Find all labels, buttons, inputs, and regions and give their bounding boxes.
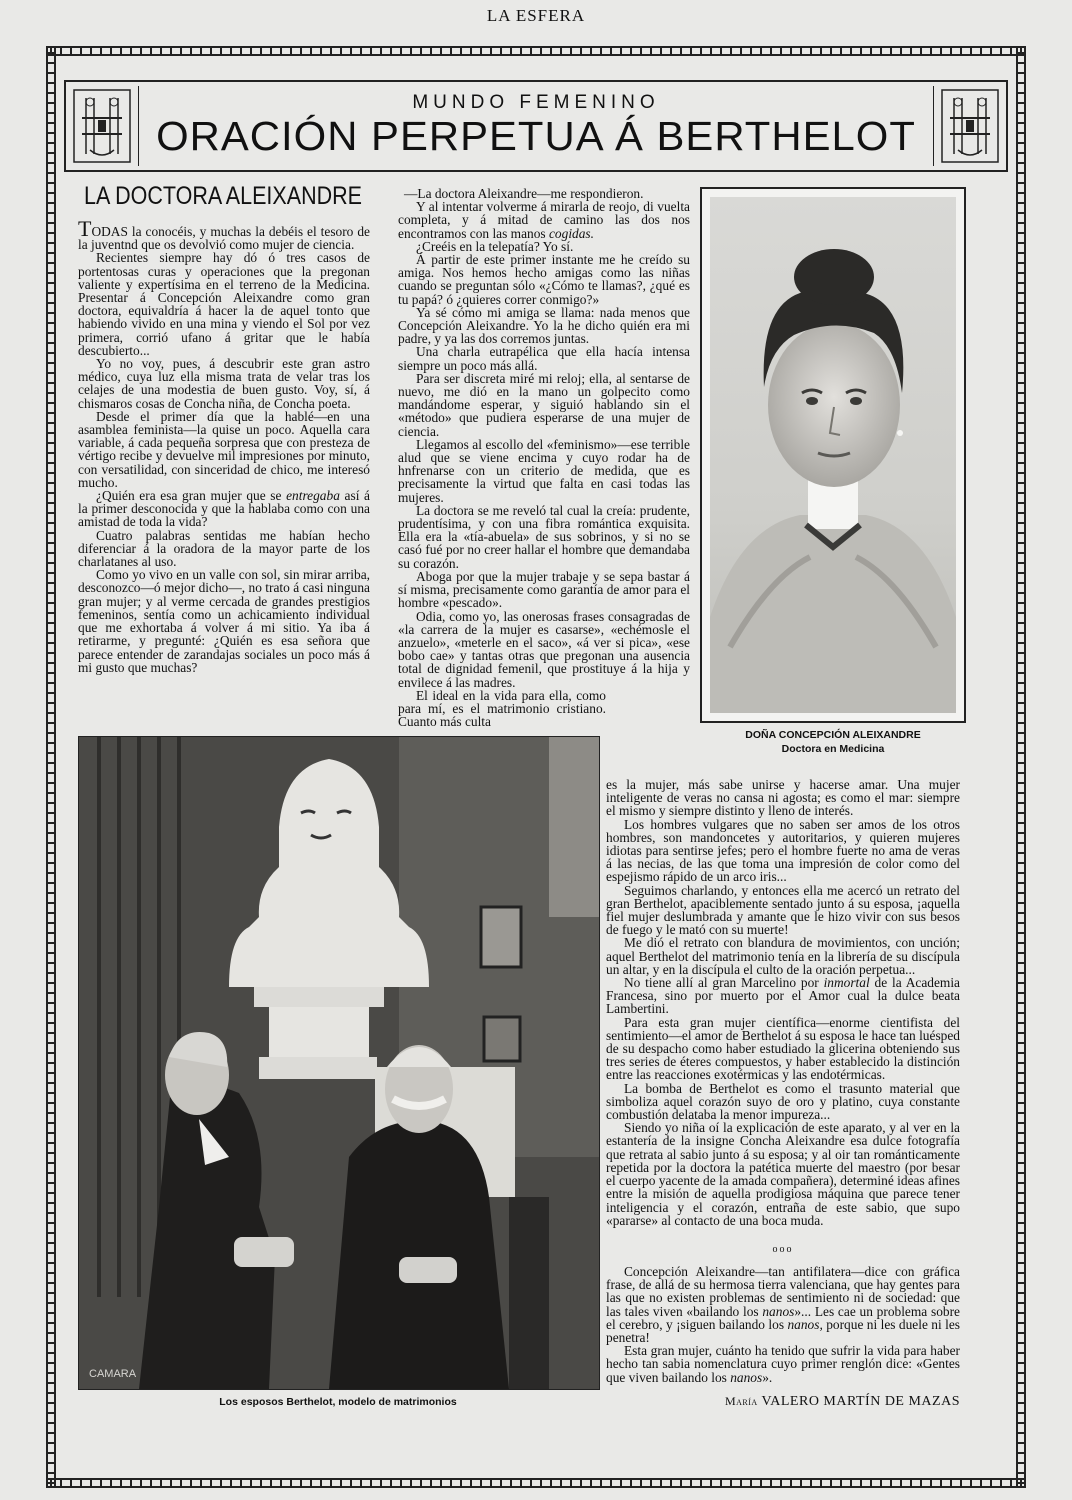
paragraph: Recientes siempre hay dó ó tres casos de portentosas curas y operaciones que la pregonan valiente y expertísima en el terreno de la Medicina. Presentar á Concepción Aleixandre como gran doctora, equivaldría á hacer la de aquel tonto que habiendo vivido en una mina y viendo el Sol por vez primera, corrió ufano á gritar que le había descubierto... xyxy=(78,250,370,358)
border-right xyxy=(1016,46,1026,1488)
subheading: LA DOCTORA ALEIXANDRE xyxy=(84,182,363,210)
portrait-illustration xyxy=(710,197,956,713)
paragraph: Para ser discreta miré mi reloj; ella, al sentarse de nuevo, me dió en la mano un golpecito como mandándome esperar, y siguió hablando sin el «método» que pudiera esperarse de una mujer de ciencia. xyxy=(398,370,690,439)
paragraph xyxy=(606,1265,960,1344)
italic-word: nanos xyxy=(762,1303,795,1319)
paragraph-text: No tiene allí al gran Marcelino por xyxy=(624,975,824,991)
paragraph: es la mujer, más sabe unirse y hacerse amar. Una mujer inteligente de veras no cansa ni agosta; es como el mar: siempre el mismo y siempre distinto y lleno de interés. xyxy=(606,777,960,819)
paragraph: Siendo yo niña oí la explicación de este aparato, y al ver en la estantería de la insigne Concha Aleixandre esa dulce fotografía que retrata al sabio junto á su esposa; y al oir tan románticamente repetida por la doctora la patética muerte del maestro (por besar el cuerpo yacente de la amada compañera), determiné ideas afines entre la misión de aquella prodigiosa máquina que parece tener inteligencia y el corazón, entraña de este sabio, que supo «pararse» al contacto de una boca muda. xyxy=(606,1120,960,1228)
berthelot-photo-illustration xyxy=(79,737,599,1389)
author-first-name: María xyxy=(724,1394,758,1408)
author-signature xyxy=(606,1394,960,1410)
column-1 xyxy=(78,216,370,675)
italic-word: nanos, xyxy=(787,1316,823,1332)
paragraph-text: de la Academia Francesa, sino por muerto por el Amor cual la dulce beata Lambertini. xyxy=(606,975,960,1017)
paragraph: ¿Creéis en la telepatía? Yo sí. xyxy=(416,238,574,254)
portrait-caption-role: Doctora en Medicina xyxy=(781,743,885,755)
paragraph: Yo no voy, pues, á descubrir este gran astro médico, cuya luz ella misma trata de velar tras los celajes de una modestia de buen gusto. Voy, sí, á chismaros cosas de Concha niña, de Concha poeta. xyxy=(78,356,370,411)
paragraph: —La doctora Aleixandre—me respondieron. xyxy=(404,186,644,201)
paragraph: Á partir de este primer instante me he creído su amiga. Nos hemos hecho amigas como las niñas cuando se preguntan sólo «¿Cómo te llamas?, ¿qué es tu papá? ó ¿quieres correr conmigo?» xyxy=(398,252,690,307)
art-nouveau-ornament-left xyxy=(72,88,132,164)
berthelot-photo xyxy=(78,736,600,1390)
column-3-closing xyxy=(606,1265,960,1384)
author-surname: VALERO MARTÍN DE MAZAS xyxy=(761,1394,960,1409)
paragraph: Ya sé cómo mi amiga se llama: nada menos que Concepción Aleixandre. Yo la he dicho quién era mi padre, y ya las dos corremos juntas. xyxy=(398,304,690,347)
column-3 xyxy=(606,778,960,1227)
paragraph-text: Esta gran mujer, cuánto ha tenido que sufrir la vida para haber hecho tan sabia nomenclatura cuyo primer renglón dice: «Gentes que viven bailando los xyxy=(606,1343,960,1385)
small-caps-lead: ODAS xyxy=(91,224,128,239)
paragraph-text: la conocéis, y muchas la debéis el tesoro de la juventnd que os devolvió como mujer de ciencia. xyxy=(78,224,370,253)
paragraph xyxy=(78,216,370,253)
paragraph: Me dió el retrato con blandura de movimientos, con unción; aquel Berthelot del matrimonio tenía en la librería de su discípula un altar, y en la discípula el culto de la oración perpetua... xyxy=(606,935,960,977)
column-2 xyxy=(398,187,690,728)
paragraph xyxy=(78,489,370,529)
paragraph: El ideal en la vida para ella, como para mí, es el matrimonio cristiano. Cuanto más culta xyxy=(398,687,606,730)
paragraph: La bomba de Berthelot es como el trasunto material que simboliza aquel corazón suyo de oro y platino, cuya constante combustión delataba la menor impureza... xyxy=(606,1080,960,1123)
portrait-caption xyxy=(700,728,966,756)
paragraph: Aboga por que la mujer trabaje y se sepa bastar á sí misma, precisamente como garantía de amor para el hombre «pescado». xyxy=(398,568,690,611)
title-box xyxy=(64,80,1008,172)
paragraph xyxy=(398,200,690,240)
drop-cap: T xyxy=(78,216,92,241)
portrait-caption-name: DOÑA CONCEPCIÓN ALEIXANDRE xyxy=(745,729,921,741)
portrait-frame xyxy=(700,187,966,723)
paragraph: Desde el primer día que la hablé—en una asamblea feminista—la quise un poco. Aquella cara variable, á cada pequeña sorpresa que con presteza de vértigo recibe y devuelve mil impresiones por minuto, con versatilidad, con sinceridad de chico, me interesó mucho. xyxy=(78,408,370,490)
photo-caption: Los esposos Berthelot, modelo de matrimonios xyxy=(219,1396,457,1408)
portrait-photo xyxy=(710,197,956,713)
paragraph-text: así á la primer desconocida y que la hablaba como con una amistad de toda la vida? xyxy=(78,488,370,530)
italic-word: inmortal xyxy=(823,975,870,991)
paragraph: Como yo vivo en un valle con sol, sin mirar arriba, desconozco—ó mejor dicho—, no trato á casi ninguna gran mujer; y al verme cercada de grandes prestigios femeninos, sentía como un achicamiento individual que me exhortaba á volver á mi sitio. Ya iba á retirarme, y pregunté: ¿Quién es esa señora que parece entender de zarandajas sociales un poco más á mi gusto que muchas? xyxy=(78,567,370,675)
paragraph: Los hombres vulgares que no saben ser amos de los otros hombres, son mandoncetes y autoritarios, y quieren mujeres idiotas para sentirse jefes; pero el hombre fuerte no ama de veras á las necias, de las que toma una impresión de color como del espejismo rápido de un arco iris... xyxy=(606,816,960,885)
photo-credit: CAMARA xyxy=(89,1368,137,1380)
masthead: LA ESFERA xyxy=(486,6,586,25)
border-top xyxy=(46,46,1026,56)
paragraph: Para esta gran mujer científica—enorme cientifista del sentimiento—el amor de Berthelot á su esposa le hace tan luésped de su despacho como haber estudiado la glicerina obteniendo sus tres series de éteres compuestos, y haber establecido la distinción entre las reacciones exotérmicas y las endotérmicas. xyxy=(606,1014,960,1083)
article-title: ORACIÓN PERPETUA Á BERTHELOT xyxy=(156,113,916,159)
paragraph-text: ¿Quién era esa gran mujer que se xyxy=(96,488,287,504)
paragraph xyxy=(606,1344,960,1384)
italic-word: entregaba xyxy=(286,488,340,504)
paragraph-text: ». xyxy=(762,1369,773,1385)
paragraph xyxy=(606,976,960,1016)
section-divider: ooo xyxy=(772,1244,794,1255)
paragraph-text: »... Les cae un problema sobre el cerebro, y ¡siguen bailando los xyxy=(606,1303,960,1332)
paragraph: Seguimos charlando, y entonces ella me acercó un retrato del gran Berthelot, apaciblemente sentado junto á su esposa, ¡aquella fiel mujer deslumbrada y amante que le hizo vivir con sus besos de fuego y le mató con su muerte! xyxy=(606,882,960,938)
art-nouveau-ornament-right xyxy=(940,88,1000,164)
title-inner xyxy=(138,86,934,166)
border-left xyxy=(46,46,56,1488)
paragraph: Llegamos al escollo del «feminismo»—ese terrible alud que se viene encima y cuyo rodar ha de hnfrenarse con un criterio de medida, que es precisamente la virtud que falta en casi todas las mujeres. xyxy=(398,436,690,505)
paragraph-text: Y al intentar volverme á mirarla de reojo, di vuelta completa, y á mitad de camino las dos nos encontramos con las manos xyxy=(398,199,690,241)
section-label: MUNDO FEMENINO xyxy=(412,92,660,113)
paragraph-text: Concepción Aleixandre—tan antifilatera—dice con gráfica frase, de allá de su hermosa tierra valenciana, que hay gentes para las que no existen problemas de sentimiento ni de sociedad: que las tales viven «bailando los xyxy=(606,1264,960,1319)
italic-word: nanos xyxy=(730,1369,763,1385)
border-bottom xyxy=(46,1478,1026,1488)
paragraph: Cuatro palabras sentidas me habían hecho diferenciar á la oradora de la mayor parte de los charlatanes al uso. xyxy=(78,527,370,570)
italic-word: cogidas. xyxy=(548,225,594,241)
paragraph: Odia, como yo, las onerosas frases consagradas de «la carrera de la mujer es casarse», «echémosle el anzuelo», «meterle en el saco», «á ver si pica», «ese bobo cae» y tantas otras que pregonan una ausencia total de dignidad femenil, que prostituye á la hija y envilece á las madres. xyxy=(398,608,690,690)
paragraph: La doctora se me reveló tal cual la creía: prudente, prudentísima, y con una fibra romántica exquisita. Ella era la «tía-abuela» de sus sobrinos, y si no se casó fué por no creer hallar el hombre que demandaba su corazón. xyxy=(398,502,690,571)
paragraph: Una charla eutrapélica que ella hacía intensa siempre un poco más allá. xyxy=(398,344,690,373)
paragraph-text: porque ni les duele ni les penetra! xyxy=(606,1316,960,1346)
